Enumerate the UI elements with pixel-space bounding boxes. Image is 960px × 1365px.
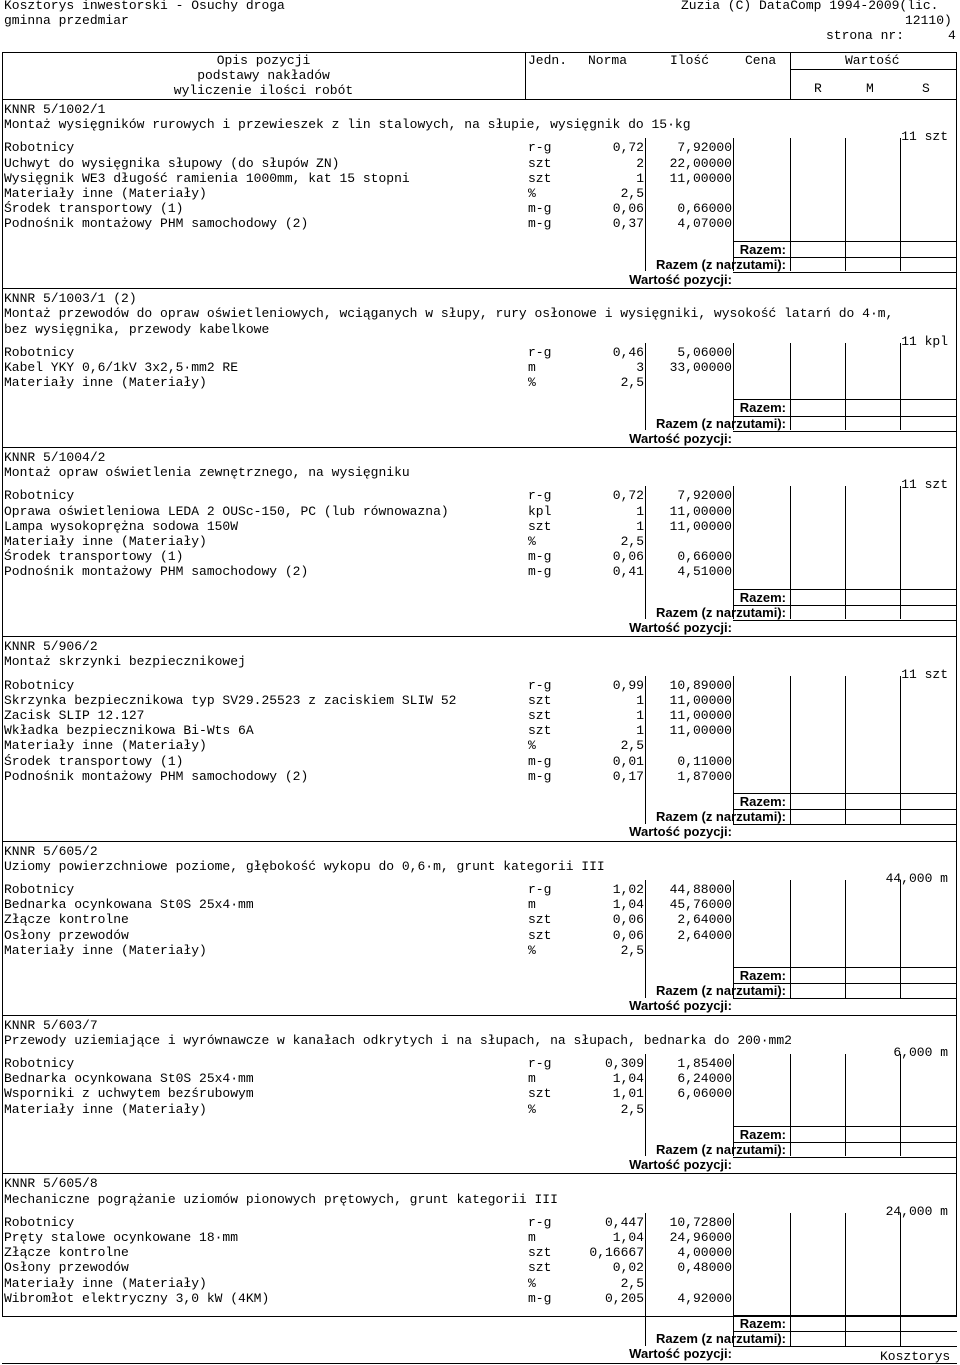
resource-name: Złącze kontrolne	[4, 912, 129, 928]
summary-divider	[733, 399, 957, 400]
resource-norm: 1,04	[612, 897, 644, 913]
resource-norm: 0,447	[604, 1214, 644, 1230]
razem-narzut-label: Razem (z narzutami):	[655, 604, 786, 620]
wartosc-pozycji-label: Wartość pozycji:	[629, 1157, 732, 1173]
resource-name: Wysięgnik WE3 długość ramienia 1000mm, kat 15 stopni	[4, 170, 410, 186]
resource-price: 4,51000	[677, 564, 732, 580]
resource-col-divider	[845, 486, 846, 619]
position-description: Uziomy powierzchniowe poziome, głębokość wykopu do 0,6·m, grunt kategorii III	[4, 858, 605, 874]
resource-norm: 2,5	[620, 186, 644, 201]
resource-unit: szt	[528, 912, 552, 928]
col-header-s: S	[922, 81, 930, 96]
resource-norm: 0,02	[612, 1260, 644, 1276]
summary-divider	[733, 824, 957, 825]
col-divider-desc	[525, 52, 526, 99]
razem-label: Razem:	[739, 794, 786, 809]
resource-norm: 1	[636, 170, 644, 186]
resource-norm: 3	[636, 360, 644, 375]
resource-name: Środek transportowy (1)	[4, 549, 184, 565]
position-quantity: 11 szt	[901, 666, 948, 682]
resource-unit: r-g	[528, 344, 552, 360]
wartosc-pozycji-label: Wartość pozycji:	[629, 1346, 732, 1362]
resource-norm: 1	[636, 723, 644, 739]
resource-price: 6,24000	[677, 1071, 732, 1087]
resource-price: 0,66000	[677, 201, 732, 217]
resource-col-divider	[733, 343, 734, 430]
resource-price: 24,96000	[669, 1230, 732, 1245]
resource-unit: %	[528, 186, 536, 201]
resource-unit: %	[528, 1275, 536, 1291]
position-divider	[2, 1173, 957, 1174]
position-description: Montaż wysięgników rurowych i przewieszek z lin stalowych, na słupie, wysięgnik do 15·kg	[4, 117, 691, 133]
resource-name: Wkładka bezpiecznikowa Bi-Wts 6A	[4, 723, 254, 739]
resource-price: 11,00000	[669, 692, 732, 708]
resource-name: Podnośnik montażowy PHM samochodowy (2)	[4, 216, 309, 232]
resource-price: 10,89000	[669, 677, 732, 693]
col-header-desc2: podstawy nakładów	[197, 68, 330, 83]
footer-label: Kosztorys	[880, 1349, 951, 1364]
value-subheader-divider	[790, 69, 957, 70]
resource-name: Robotnicy	[4, 488, 75, 504]
resource-name: Podnośnik montażowy PHM samochodowy (2)	[4, 564, 309, 580]
razem-narzut-label: Razem (z narzutami):	[655, 256, 786, 272]
resource-price: 45,76000	[669, 897, 732, 913]
resource-name: Materiały inne (Materiały)	[4, 534, 207, 549]
resource-price: 1,87000	[677, 768, 732, 784]
header-left-line1: Kosztorys inwestorski - Osuchy droga	[4, 0, 285, 13]
resource-price: 44,88000	[669, 882, 732, 897]
resource-norm: 1	[636, 518, 644, 534]
summary-divider	[733, 272, 957, 273]
resource-norm: 0,46	[612, 344, 644, 360]
summary-divider	[733, 589, 957, 590]
resource-price: 1,85400	[677, 1056, 732, 1071]
resource-norm: 0,01	[612, 753, 644, 769]
position-divider	[2, 636, 957, 637]
resource-unit: m	[528, 1230, 536, 1245]
cost-table	[2, 52, 957, 1317]
summary-divider	[733, 793, 957, 794]
resource-norm: 1,04	[612, 1230, 644, 1245]
resource-norm: 1	[636, 708, 644, 723]
col-header-desc1: Opis pozycji	[216, 53, 311, 68]
razem-narzut-label: Razem (z narzutami):	[655, 809, 786, 825]
resource-price: 4,07000	[677, 216, 732, 232]
position-description: Mechaniczne pogrążanie uziomów pionowych prętowych, grunt kategorii III	[4, 1191, 558, 1207]
resource-col-divider	[733, 1213, 734, 1346]
resource-norm: 0,06	[612, 201, 644, 217]
resource-name: Materiały inne (Materiały)	[4, 1275, 207, 1291]
resource-norm: 1	[636, 503, 644, 519]
resource-unit: m	[528, 360, 536, 375]
header-divider	[2, 99, 957, 100]
resource-name: Wsporniki z uchwytem bezśrubowym	[4, 1086, 254, 1102]
resource-unit: r-g	[528, 488, 552, 504]
resource-name: Materiały inne (Materiały)	[4, 942, 207, 958]
position-quantity: 24,000 m	[885, 1203, 948, 1219]
resource-norm: 0,205	[604, 1290, 644, 1306]
resource-price: 0,11000	[677, 753, 732, 769]
resource-unit: szt	[528, 518, 552, 534]
position-divider	[2, 1015, 957, 1016]
resource-unit: r-g	[528, 1056, 552, 1071]
resource-unit: szt	[528, 170, 552, 186]
position-code: KNNR 5/603/7	[4, 1017, 98, 1033]
header-right-line1: Zuzia (C) DataComp 1994-2009(lic.	[681, 0, 939, 13]
resource-col-divider	[790, 343, 791, 430]
resource-unit: r-g	[528, 677, 552, 693]
resource-norm: 0,06	[612, 549, 644, 565]
position-code: KNNR 5/906/2	[4, 639, 98, 655]
position-quantity: 11 kpl	[901, 333, 948, 349]
razem-narzut-label: Razem (z narzutami):	[655, 983, 786, 999]
resource-name: Materiały inne (Materiały)	[4, 1101, 207, 1117]
resource-col-divider	[790, 880, 791, 998]
header-left-line2: gminna przedmiar	[4, 13, 129, 28]
resource-unit: szt	[528, 1086, 552, 1102]
resource-unit: r-g	[528, 140, 552, 156]
resource-name: Osłony przewodów	[4, 927, 129, 943]
resource-norm: 2	[636, 155, 644, 171]
resource-price: 2,64000	[677, 912, 732, 928]
resource-name: Materiały inne (Materiały)	[4, 375, 207, 391]
summary-divider	[733, 241, 957, 242]
position-description: Przewody uziemiające i wyrównawcze w kanałach odkrytych i na słupach, na słupach, bednarka do 200·mm2	[4, 1032, 792, 1048]
position-quantity: 6,000 m	[893, 1045, 948, 1060]
summary-divider	[733, 1126, 957, 1127]
resource-unit: m-g	[528, 549, 552, 565]
razem-label: Razem:	[739, 1316, 786, 1331]
position-code: KNNR 5/1002/1	[4, 102, 106, 117]
razem-label: Razem:	[739, 968, 786, 983]
razem-label: Razem:	[739, 241, 786, 257]
resource-price: 22,00000	[669, 155, 732, 171]
col-header-m: M	[866, 81, 874, 96]
summary-divider	[733, 1142, 957, 1143]
razem-label: Razem:	[739, 1126, 786, 1142]
resource-price: 11,00000	[669, 723, 732, 739]
resource-norm: 2,5	[620, 1101, 644, 1117]
resource-price: 4,92000	[677, 1290, 732, 1306]
col-header-desc3: wyliczenie ilości robót	[173, 83, 354, 98]
wartosc-pozycji-label: Wartość pozycji:	[629, 998, 732, 1014]
resource-unit: %	[528, 942, 536, 958]
resource-col-divider	[645, 138, 646, 271]
wartosc-pozycji-label: Wartość pozycji:	[629, 824, 732, 840]
razem-label: Razem:	[739, 589, 786, 605]
resource-name: Podnośnik montażowy PHM samochodowy (2)	[4, 768, 309, 784]
resource-norm: 2,5	[620, 375, 644, 391]
resource-unit: %	[528, 1101, 536, 1117]
resource-unit: m-g	[528, 564, 552, 580]
resource-norm: 0,06	[612, 927, 644, 943]
summary-divider	[733, 809, 957, 810]
resource-name: Środek transportowy (1)	[4, 753, 184, 769]
position-code: KNNR 5/1003/1 (2)	[4, 291, 137, 307]
resource-unit: szt	[528, 1245, 552, 1261]
wartosc-pozycji-label: Wartość pozycji:	[629, 272, 732, 287]
resource-unit: m-g	[528, 201, 552, 217]
resource-col-divider	[790, 676, 791, 824]
razem-narzut-label: Razem (z narzutami):	[655, 415, 786, 431]
resource-name: Pręty stalowe ocynkowane 18·mm	[4, 1230, 239, 1245]
resource-price: 11,00000	[669, 503, 732, 519]
position-divider	[2, 1363, 957, 1364]
resource-name: Oprawa oświetleniowa LEDA 2 OUSc-150, PC (lub równowazna)	[4, 503, 449, 519]
resource-unit: m	[528, 897, 536, 913]
resource-col-divider	[900, 1213, 901, 1346]
resource-name: Robotnicy	[4, 882, 75, 897]
razem-narzut-label: Razem (z narzutami):	[655, 1142, 786, 1157]
resource-unit: m-g	[528, 1290, 552, 1306]
resource-unit: szt	[528, 927, 552, 943]
resource-norm: 0,16667	[589, 1245, 644, 1261]
summary-divider	[733, 1315, 957, 1316]
resource-col-divider	[845, 1213, 846, 1346]
resource-name: Robotnicy	[4, 1056, 75, 1071]
wartosc-pozycji-label: Wartość pozycji:	[629, 430, 732, 446]
resource-col-divider	[645, 676, 646, 824]
position-code: KNNR 5/1004/2	[4, 450, 106, 465]
resource-name: Kabel YKY 0,6/1kV 3x2,5·mm2 RE	[4, 360, 239, 375]
resource-unit: szt	[528, 708, 552, 723]
resource-unit: m-g	[528, 753, 552, 769]
resource-norm: 0,06	[612, 912, 644, 928]
resource-price: 7,92000	[677, 140, 732, 156]
resource-col-divider	[845, 676, 846, 824]
resource-unit: %	[528, 534, 536, 549]
resource-col-divider	[645, 343, 646, 430]
resource-price: 10,72800	[669, 1214, 732, 1230]
resource-col-divider	[900, 486, 901, 619]
col-divider-value	[790, 52, 791, 99]
resource-name: Robotnicy	[4, 1214, 75, 1230]
col-header-price: Cena	[745, 53, 777, 68]
resource-norm: 0,41	[612, 564, 644, 580]
resource-price: 11,00000	[669, 170, 732, 186]
resource-norm: 0,309	[604, 1056, 644, 1071]
resource-col-divider	[790, 1213, 791, 1346]
position-divider	[2, 447, 957, 448]
summary-divider	[733, 1331, 957, 1332]
resource-price: 4,00000	[677, 1245, 732, 1261]
resource-norm: 0,99	[612, 677, 644, 693]
resource-norm: 1,02	[612, 882, 644, 897]
position-divider	[2, 288, 957, 289]
resource-col-divider	[790, 138, 791, 271]
page-number: 4	[948, 28, 956, 43]
resource-name: Środek transportowy (1)	[4, 201, 184, 217]
position-quantity: 11 szt	[901, 477, 948, 493]
resource-norm: 0,17	[612, 768, 644, 784]
razem-narzut-label: Razem (z narzutami):	[655, 1331, 786, 1347]
resource-unit: m	[528, 1071, 536, 1087]
position-divider	[2, 841, 957, 842]
resource-name: Robotnicy	[4, 344, 75, 360]
wartosc-pozycji-label: Wartość pozycji:	[629, 620, 732, 635]
resource-norm: 2,5	[620, 738, 644, 754]
resource-price: 7,92000	[677, 488, 732, 504]
resource-col-divider	[845, 343, 846, 430]
resource-norm: 1,01	[612, 1086, 644, 1102]
resource-name: Bednarka ocynkowana St0S 25x4·mm	[4, 1071, 254, 1087]
resource-norm: 2,5	[620, 1275, 644, 1291]
resource-price: 11,00000	[669, 708, 732, 723]
summary-divider	[733, 605, 957, 606]
resource-norm: 2,5	[620, 942, 644, 958]
resource-norm: 0,72	[612, 140, 644, 156]
resource-col-divider	[900, 676, 901, 824]
resource-price: 0,48000	[677, 1260, 732, 1276]
resource-col-divider	[900, 343, 901, 430]
summary-divider	[733, 416, 957, 417]
resource-col-divider	[845, 880, 846, 998]
resource-price: 6,06000	[677, 1086, 732, 1102]
resource-name: Lampa wysokoprężna sodowa 150W	[4, 518, 239, 534]
razem-label: Razem:	[739, 400, 786, 416]
summary-divider	[733, 1346, 957, 1347]
resource-name: Robotnicy	[4, 677, 75, 693]
col-header-value: Wartość	[845, 53, 900, 68]
position-code: KNNR 5/605/8	[4, 1176, 98, 1192]
resource-norm: 0,72	[612, 488, 644, 504]
resource-price: 11,00000	[669, 518, 732, 534]
resource-col-divider	[645, 1213, 646, 1346]
summary-divider	[733, 1157, 957, 1158]
resource-name: Materiały inne (Materiały)	[4, 738, 207, 754]
resource-col-divider	[733, 880, 734, 998]
resource-price: 2,64000	[677, 927, 732, 943]
resource-name: Materiały inne (Materiały)	[4, 186, 207, 201]
resource-col-divider	[845, 138, 846, 271]
resource-unit: szt	[528, 1260, 552, 1276]
resource-unit: %	[528, 738, 536, 754]
position-quantity: 11 szt	[901, 129, 948, 145]
resource-col-divider	[900, 138, 901, 271]
resource-unit: %	[528, 375, 536, 391]
resource-col-divider	[645, 880, 646, 998]
resource-norm: 0,37	[612, 216, 644, 232]
resource-name: Wibromłot elektryczny 3,0 kW (4KM)	[4, 1290, 270, 1306]
position-description: Montaż opraw oświetlenia zewnętrznego, na wysięgniku	[4, 465, 410, 481]
resource-unit: szt	[528, 692, 552, 708]
resource-name: Złącze kontrolne	[4, 1245, 129, 1261]
resource-name: Robotnicy	[4, 140, 75, 156]
resource-unit: r-g	[528, 882, 552, 897]
resource-col-divider	[645, 1054, 646, 1156]
position-code: KNNR 5/605/2	[4, 843, 98, 859]
position-description: bez wysięgnika, przewody kabelkowe	[4, 321, 270, 337]
resource-price: 5,06000	[677, 344, 732, 360]
summary-divider	[733, 967, 957, 968]
resource-unit: r-g	[528, 1214, 552, 1230]
summary-divider	[733, 620, 957, 621]
resource-name: Uchwyt do wysięgnika słupowy (do słupów ZN)	[4, 155, 340, 171]
resource-col-divider	[733, 486, 734, 619]
resource-name: Skrzynka bezpiecznikowa typ SV29.25523 z zaciskiem SLIW 52	[4, 692, 457, 708]
header-right-line2: 12110)	[905, 13, 952, 28]
resource-unit: kpl	[528, 503, 552, 519]
resource-norm: 1,04	[612, 1071, 644, 1087]
page-number-label: strona nr:	[826, 28, 905, 43]
resource-unit: m-g	[528, 768, 552, 784]
resource-col-divider	[900, 880, 901, 998]
resource-name: Zacisk SLIP 12.127	[4, 708, 145, 723]
resource-unit: m-g	[528, 216, 552, 232]
resource-price: 33,00000	[669, 360, 732, 375]
col-header-r: R	[814, 81, 822, 96]
resource-col-divider	[733, 138, 734, 271]
resource-price: 0,66000	[677, 549, 732, 565]
resource-unit: szt	[528, 723, 552, 739]
resource-norm: 2,5	[620, 534, 644, 549]
summary-divider	[733, 998, 957, 999]
resource-unit: szt	[528, 155, 552, 171]
summary-divider	[733, 431, 957, 432]
position-description: Montaż skrzynki bezpiecznikowej	[4, 654, 246, 670]
col-header-norm: Norma	[588, 53, 628, 68]
position-quantity: 44,000 m	[885, 871, 948, 886]
summary-divider	[733, 983, 957, 984]
resource-norm: 1	[636, 692, 644, 708]
col-header-qty: Ilość	[670, 53, 710, 68]
resource-col-divider	[733, 676, 734, 824]
position-description: Montaż przewodów do opraw oświetleniowych, wciąganych w słupy, rury osłonowe i wysięgniki, wysokość latarń do 4·m,	[4, 306, 894, 322]
summary-divider	[733, 257, 957, 258]
col-header-unit: Jedn.	[528, 53, 568, 68]
resource-name: Bednarka ocynkowana St0S 25x4·mm	[4, 897, 254, 913]
resource-col-divider	[790, 486, 791, 619]
resource-col-divider	[645, 486, 646, 619]
resource-name: Osłony przewodów	[4, 1260, 129, 1276]
